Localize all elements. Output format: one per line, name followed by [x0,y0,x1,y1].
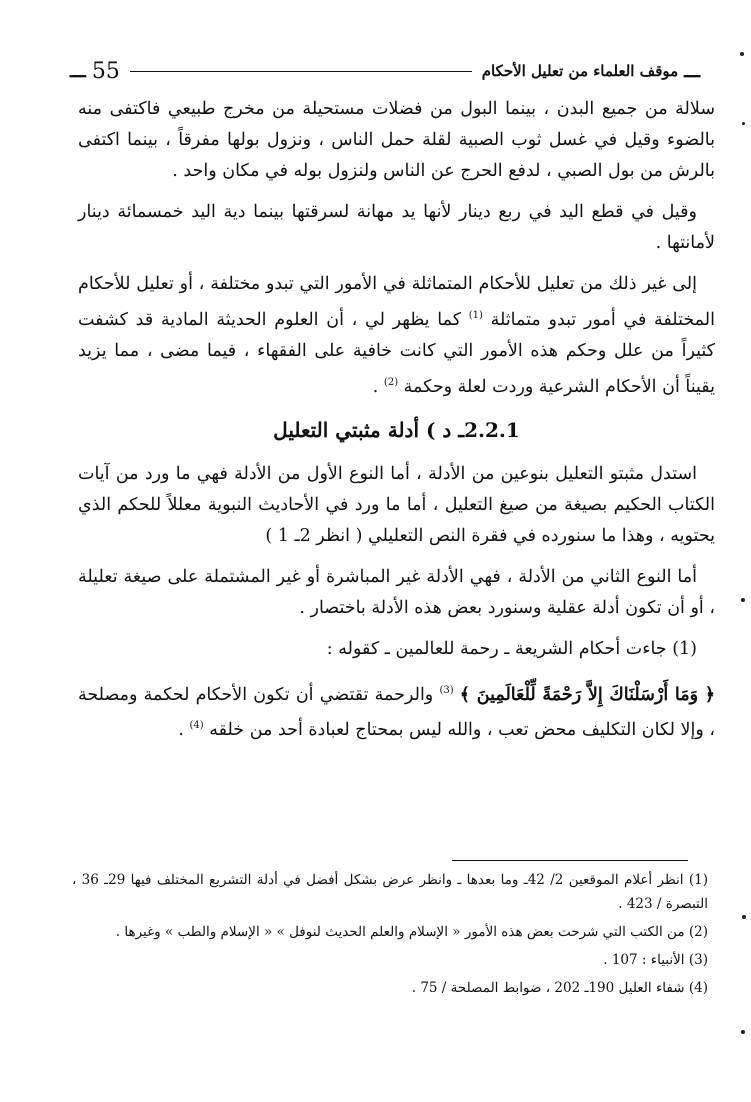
footnote-ref: (2) [383,376,399,388]
main-text [78,94,715,756]
paragraph [78,269,715,403]
paragraph: استدل مثبتو التعليل بنوعين من الأدلة ، أما النوع الأول من الأدلة فهي ما ورد من آيات الكتاب الحكيم بصيغة من صيغ التعليل ، أما ما ورد في الأحاديث النبوية معللاً للحكم الذي يحتويه ، وهذا ما سنورده في فقرة النص التعليلي ( انظر 2ـ 1 ) [78,463,715,546]
scan-speck [742,915,746,919]
footnotes [72,868,708,1004]
paragraph: وقيل في قطع اليد في ربع دينار لأنها يد مهانة لسرقتها بينما دية اليد خمسمائة دينار لأمانتها . [78,202,715,253]
paragraph-text: والرحمة تقتضي أن تكون الأحكام لحكمة ومصلحة ، وإلا لكان التكليف محض تعب ، والله ليس بمحتاج لعبادة أحد من خلقه [78,684,715,741]
scan-speck [740,52,744,56]
page-number: 55 [91,58,120,84]
header-dash-end: ـــ [70,60,86,82]
header-rule [130,71,472,72]
paragraph: سلالة من جميع البدن ، بينما البول من فضلات مستحيلة من مخرج طبيعي فاكتفى منه بالضوء وقيل في غسل ثوب الصبية لقلة حمل الناس ، ونزول بولها مفرقاً ، بينما اكتفى بالرش من بول الصبي ، لدفع الحرج عن الناس ولنزول بوله في مكان واحد . [78,99,715,181]
scan-speck [741,1030,745,1034]
paragraph-text: إلى غير ذلك من تعليل للأحكام المتماثلة في الأمور التي تبدو مختلفة ، أو تعليل للأحكام المختلفة في أمور تبدو متماثلة [78,274,715,330]
scan-speck [741,598,745,602]
paragraph-end: . [178,720,190,741]
footnote-ref: (1) [468,310,483,321]
paragraph-end: . [372,376,384,397]
footnote-ref: (4) [189,720,204,732]
footnote-divider [452,860,688,861]
scan-speck [742,122,745,125]
section-heading: 2.2.1ـ د ) أدلة مثبتي التعليل [273,417,520,442]
page-header [70,56,700,86]
paragraph: أما النوع الثاني من الأدلة ، فهي الأدلة غير المباشرة أو غير المشتملة على صيغة تعليلة ، أو أن تكون أدلة عقلية وسنورد بعض هذه الأدلة باختصار . [78,566,715,618]
paragraph [78,675,715,747]
paragraph: (1) جاءت أحكام الشريعة ـ رحمة للعالمين ـ كقوله : [326,638,697,659]
header-dash: ـــ [684,60,700,82]
footnote: (3) الأنبياء : 107 . [603,952,708,968]
footnote: (2) من الكتب التي شرحت بعض هذه الأمور « الإسلام والعلم الحديث لنوفل » « الإسلام والطب » وغيرها . [115,924,708,940]
footnote: (1) انظر أعلام الموقعين 2/ 42ـ وما بعدها ـ وانظر عرض بشكل أفضل في أدلة التشريع المختلف فيها 29ـ 36 ، التبصرة / 423 . [72,872,708,912]
paragraph-text: كما يظهر لي ، أن العلوم الحديثة المادية قد كشفت كثيراً من علل وحكم هذه الأمور التي كانت خافية على الفقهاء ، فيما مضى ، مما يزيد يقيناً أن الأحكام الشرعية وردت لعلة وحكمة [78,309,715,397]
running-title: موقف العلماء من تعليل الأحكام [481,62,679,80]
quran-verse: ﴿ وَمَا أَرْسَلْنَاكَ إِلاَّ رَحْمَةً لِّلْعَالَمِينَ ﴾ [459,684,715,705]
footnote-ref: (3) [439,684,454,696]
footnote: (4) شفاء العليل 190ـ 202 ، ضوابط المصلحة / 75 . [411,980,708,996]
